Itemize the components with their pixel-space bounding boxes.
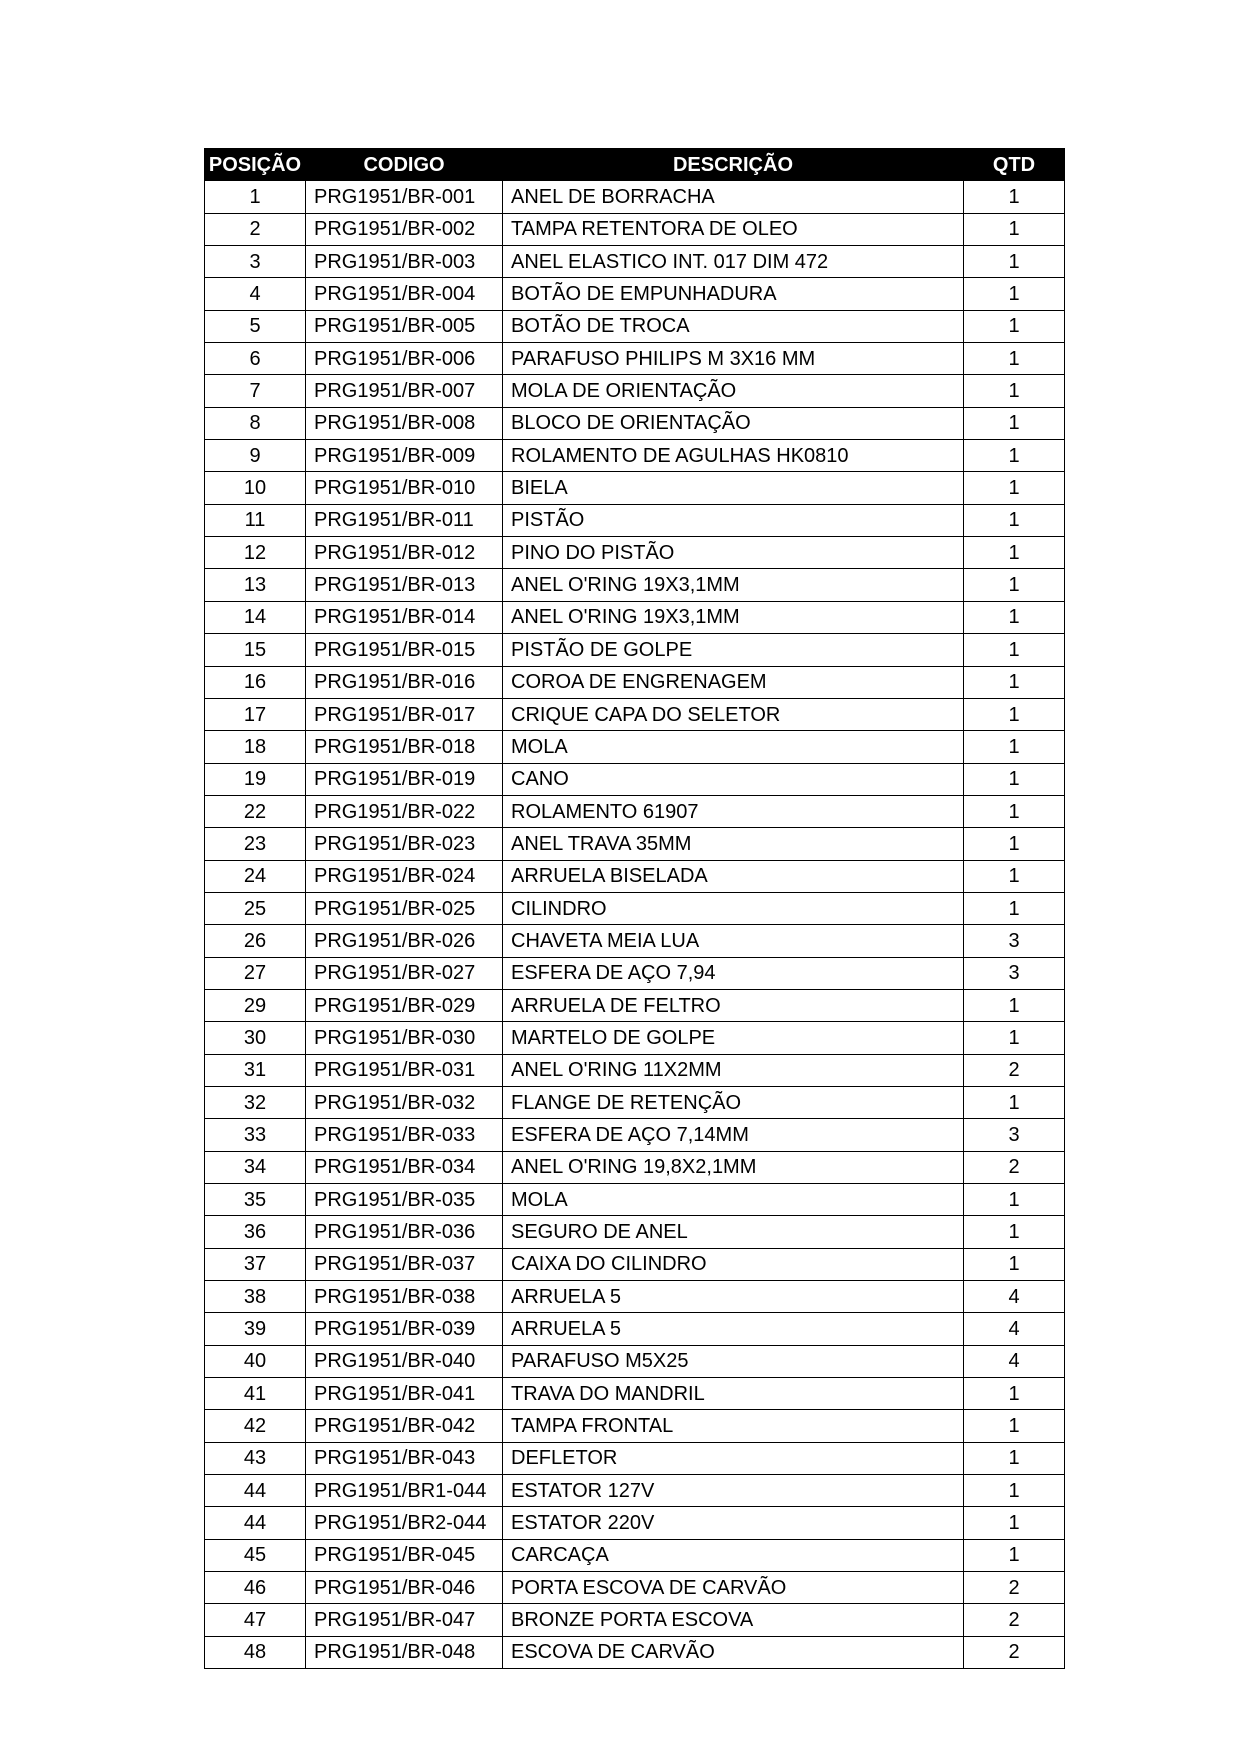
code-cell: PRG1951/BR-012 [306, 537, 503, 569]
code-cell: PRG1951/BR-008 [306, 407, 503, 439]
code-cell: PRG1951/BR-010 [306, 472, 503, 504]
quantity-cell: 1 [964, 472, 1065, 504]
description-cell: ANEL O'RING 19X3,1MM [503, 569, 964, 601]
position-cell: 9 [205, 440, 306, 472]
table-row [205, 1345, 1065, 1377]
code-cell: PRG1951/BR-007 [306, 375, 503, 407]
quantity-cell: 1 [964, 1086, 1065, 1118]
position-cell: 12 [205, 537, 306, 569]
code-cell: PRG1951/BR-032 [306, 1086, 503, 1118]
description-cell: ARRUELA 5 [503, 1313, 964, 1345]
code-cell: PRG1951/BR-030 [306, 1022, 503, 1054]
quantity-cell: 1 [964, 537, 1065, 569]
position-cell: 44 [205, 1475, 306, 1507]
code-cell: PRG1951/BR-047 [306, 1604, 503, 1636]
code-cell: PRG1951/BR-005 [306, 310, 503, 342]
description-cell: ANEL O'RING 19X3,1MM [503, 601, 964, 633]
table-row [205, 666, 1065, 698]
quantity-cell: 3 [964, 925, 1065, 957]
table-row [205, 1054, 1065, 1086]
quantity-cell: 1 [964, 698, 1065, 730]
code-cell: PRG1951/BR-018 [306, 731, 503, 763]
code-cell: PRG1951/BR-023 [306, 828, 503, 860]
table-row [205, 763, 1065, 795]
description-cell: MOLA [503, 731, 964, 763]
header-description: DESCRIÇÃO [503, 149, 964, 181]
quantity-cell: 1 [964, 634, 1065, 666]
description-cell: ARRUELA BISELADA [503, 860, 964, 892]
code-cell: PRG1951/BR-038 [306, 1281, 503, 1313]
table-row [205, 343, 1065, 375]
description-cell: ESTATOR 220V [503, 1507, 964, 1539]
position-cell: 35 [205, 1184, 306, 1216]
table-row [205, 1151, 1065, 1183]
code-cell: PRG1951/BR-041 [306, 1378, 503, 1410]
description-cell: CAIXA DO CILINDRO [503, 1248, 964, 1280]
header-code: CODIGO [306, 149, 503, 181]
description-cell: PISTÃO DE GOLPE [503, 634, 964, 666]
parts-table [204, 148, 1065, 1669]
position-cell: 16 [205, 666, 306, 698]
quantity-cell: 1 [964, 375, 1065, 407]
position-cell: 22 [205, 795, 306, 827]
table-row [205, 1475, 1065, 1507]
header-quantity: QTD [964, 149, 1065, 181]
code-cell: PRG1951/BR-034 [306, 1151, 503, 1183]
position-cell: 8 [205, 407, 306, 439]
description-cell: CRIQUE CAPA DO SELETOR [503, 698, 964, 730]
position-cell: 26 [205, 925, 306, 957]
description-cell: ANEL O'RING 11X2MM [503, 1054, 964, 1086]
position-cell: 45 [205, 1539, 306, 1571]
quantity-cell: 1 [964, 569, 1065, 601]
quantity-cell: 1 [964, 601, 1065, 633]
table-row [205, 407, 1065, 439]
code-cell: PRG1951/BR-036 [306, 1216, 503, 1248]
position-cell: 36 [205, 1216, 306, 1248]
description-cell: CILINDRO [503, 892, 964, 924]
quantity-cell: 1 [964, 989, 1065, 1021]
code-cell: PRG1951/BR-013 [306, 569, 503, 601]
table-row [205, 181, 1065, 213]
quantity-cell: 1 [964, 828, 1065, 860]
table-row [205, 1572, 1065, 1604]
position-cell: 44 [205, 1507, 306, 1539]
table-row [205, 246, 1065, 278]
table-header [205, 149, 1065, 181]
quantity-cell: 1 [964, 1216, 1065, 1248]
code-cell: PRG1951/BR-016 [306, 666, 503, 698]
position-cell: 47 [205, 1604, 306, 1636]
quantity-cell: 1 [964, 278, 1065, 310]
position-cell: 3 [205, 246, 306, 278]
position-cell: 2 [205, 213, 306, 245]
code-cell: PRG1951/BR-040 [306, 1345, 503, 1377]
quantity-cell: 1 [964, 1507, 1065, 1539]
code-cell: PRG1951/BR-037 [306, 1248, 503, 1280]
quantity-cell: 1 [964, 795, 1065, 827]
position-cell: 46 [205, 1572, 306, 1604]
position-cell: 30 [205, 1022, 306, 1054]
position-cell: 37 [205, 1248, 306, 1280]
description-cell: MOLA [503, 1184, 964, 1216]
code-cell: PRG1951/BR-024 [306, 860, 503, 892]
code-cell: PRG1951/BR-019 [306, 763, 503, 795]
code-cell: PRG1951/BR1-044 [306, 1475, 503, 1507]
table-row [205, 731, 1065, 763]
position-cell: 40 [205, 1345, 306, 1377]
table-row [205, 989, 1065, 1021]
code-cell: PRG1951/BR-045 [306, 1539, 503, 1571]
table-row [205, 957, 1065, 989]
code-cell: PRG1951/BR-025 [306, 892, 503, 924]
position-cell: 10 [205, 472, 306, 504]
quantity-cell: 1 [964, 1442, 1065, 1474]
quantity-cell: 1 [964, 763, 1065, 795]
quantity-cell: 2 [964, 1604, 1065, 1636]
quantity-cell: 1 [964, 504, 1065, 536]
description-cell: BOTÃO DE EMPUNHADURA [503, 278, 964, 310]
table-row [205, 1507, 1065, 1539]
quantity-cell: 1 [964, 1410, 1065, 1442]
position-cell: 34 [205, 1151, 306, 1183]
table-row [205, 278, 1065, 310]
quantity-cell: 2 [964, 1151, 1065, 1183]
code-cell: PRG1951/BR-004 [306, 278, 503, 310]
quantity-cell: 4 [964, 1313, 1065, 1345]
quantity-cell: 1 [964, 181, 1065, 213]
table-row [205, 601, 1065, 633]
code-cell: PRG1951/BR-022 [306, 795, 503, 827]
position-cell: 13 [205, 569, 306, 601]
table-row [205, 440, 1065, 472]
code-cell: PRG1951/BR-046 [306, 1572, 503, 1604]
table-row [205, 472, 1065, 504]
quantity-cell: 1 [964, 1184, 1065, 1216]
table-row [205, 1184, 1065, 1216]
position-cell: 18 [205, 731, 306, 763]
position-cell: 25 [205, 892, 306, 924]
quantity-cell: 3 [964, 1119, 1065, 1151]
quantity-cell: 2 [964, 1636, 1065, 1668]
table-row [205, 828, 1065, 860]
table-row [205, 375, 1065, 407]
position-cell: 33 [205, 1119, 306, 1151]
position-cell: 43 [205, 1442, 306, 1474]
quantity-cell: 1 [964, 731, 1065, 763]
table-row [205, 1086, 1065, 1118]
table-row [205, 537, 1065, 569]
quantity-cell: 1 [964, 440, 1065, 472]
table-body [205, 181, 1065, 1669]
code-cell: PRG1951/BR-001 [306, 181, 503, 213]
description-cell: ARRUELA DE FELTRO [503, 989, 964, 1021]
position-cell: 31 [205, 1054, 306, 1086]
code-cell: PRG1951/BR-002 [306, 213, 503, 245]
description-cell: PORTA ESCOVA DE CARVÃO [503, 1572, 964, 1604]
code-cell: PRG1951/BR-042 [306, 1410, 503, 1442]
description-cell: FLANGE DE RETENÇÃO [503, 1086, 964, 1118]
code-cell: PRG1951/BR2-044 [306, 1507, 503, 1539]
quantity-cell: 2 [964, 1054, 1065, 1086]
position-cell: 29 [205, 989, 306, 1021]
description-cell: ROLAMENTO DE AGULHAS HK0810 [503, 440, 964, 472]
description-cell: PARAFUSO PHILIPS M 3X16 MM [503, 343, 964, 375]
quantity-cell: 1 [964, 246, 1065, 278]
table-row [205, 698, 1065, 730]
quantity-cell: 3 [964, 957, 1065, 989]
description-cell: ANEL TRAVA 35MM [503, 828, 964, 860]
header-row [205, 149, 1065, 181]
description-cell: MARTELO DE GOLPE [503, 1022, 964, 1054]
quantity-cell: 1 [964, 666, 1065, 698]
table-row [205, 504, 1065, 536]
table-row [205, 1281, 1065, 1313]
position-cell: 24 [205, 860, 306, 892]
code-cell: PRG1951/BR-039 [306, 1313, 503, 1345]
description-cell: TAMPA RETENTORA DE OLEO [503, 213, 964, 245]
description-cell: CARCAÇA [503, 1539, 964, 1571]
code-cell: PRG1951/BR-017 [306, 698, 503, 730]
code-cell: PRG1951/BR-048 [306, 1636, 503, 1668]
position-cell: 14 [205, 601, 306, 633]
position-cell: 6 [205, 343, 306, 375]
description-cell: BLOCO DE ORIENTAÇÃO [503, 407, 964, 439]
code-cell: PRG1951/BR-026 [306, 925, 503, 957]
code-cell: PRG1951/BR-043 [306, 1442, 503, 1474]
code-cell: PRG1951/BR-015 [306, 634, 503, 666]
position-cell: 15 [205, 634, 306, 666]
table-row [205, 1442, 1065, 1474]
quantity-cell: 1 [964, 213, 1065, 245]
code-cell: PRG1951/BR-031 [306, 1054, 503, 1086]
header-position: POSIÇÃO [205, 149, 306, 181]
table-row [205, 1119, 1065, 1151]
position-cell: 5 [205, 310, 306, 342]
table-row [205, 1604, 1065, 1636]
description-cell: TRAVA DO MANDRIL [503, 1378, 964, 1410]
position-cell: 32 [205, 1086, 306, 1118]
description-cell: BRONZE PORTA ESCOVA [503, 1604, 964, 1636]
quantity-cell: 4 [964, 1281, 1065, 1313]
description-cell: MOLA DE ORIENTAÇÃO [503, 375, 964, 407]
code-cell: PRG1951/BR-003 [306, 246, 503, 278]
table-row [205, 925, 1065, 957]
code-cell: PRG1951/BR-006 [306, 343, 503, 375]
position-cell: 23 [205, 828, 306, 860]
code-cell: PRG1951/BR-009 [306, 440, 503, 472]
table-row [205, 1636, 1065, 1668]
table-row [205, 1248, 1065, 1280]
code-cell: PRG1951/BR-035 [306, 1184, 503, 1216]
description-cell: ANEL O'RING 19,8X2,1MM [503, 1151, 964, 1183]
position-cell: 19 [205, 763, 306, 795]
quantity-cell: 4 [964, 1345, 1065, 1377]
code-cell: PRG1951/BR-029 [306, 989, 503, 1021]
table-row [205, 1378, 1065, 1410]
table-row [205, 1216, 1065, 1248]
description-cell: PARAFUSO M5X25 [503, 1345, 964, 1377]
quantity-cell: 2 [964, 1572, 1065, 1604]
position-cell: 38 [205, 1281, 306, 1313]
quantity-cell: 1 [964, 860, 1065, 892]
table-row [205, 1539, 1065, 1571]
description-cell: BOTÃO DE TROCA [503, 310, 964, 342]
code-cell: PRG1951/BR-027 [306, 957, 503, 989]
description-cell: DEFLETOR [503, 1442, 964, 1474]
table-row [205, 569, 1065, 601]
description-cell: ESCOVA DE CARVÃO [503, 1636, 964, 1668]
table-row [205, 1410, 1065, 1442]
description-cell: CANO [503, 763, 964, 795]
quantity-cell: 1 [964, 310, 1065, 342]
position-cell: 4 [205, 278, 306, 310]
description-cell: SEGURO DE ANEL [503, 1216, 964, 1248]
table-row [205, 1022, 1065, 1054]
quantity-cell: 1 [964, 892, 1065, 924]
position-cell: 39 [205, 1313, 306, 1345]
table-row [205, 1313, 1065, 1345]
description-cell: TAMPA FRONTAL [503, 1410, 964, 1442]
position-cell: 17 [205, 698, 306, 730]
quantity-cell: 1 [964, 343, 1065, 375]
table-row [205, 634, 1065, 666]
description-cell: ROLAMENTO 61907 [503, 795, 964, 827]
quantity-cell: 1 [964, 407, 1065, 439]
description-cell: ANEL DE BORRACHA [503, 181, 964, 213]
description-cell: ESFERA DE AÇO 7,14MM [503, 1119, 964, 1151]
code-cell: PRG1951/BR-011 [306, 504, 503, 536]
position-cell: 48 [205, 1636, 306, 1668]
quantity-cell: 1 [964, 1539, 1065, 1571]
description-cell: PISTÃO [503, 504, 964, 536]
position-cell: 27 [205, 957, 306, 989]
description-cell: CHAVETA MEIA LUA [503, 925, 964, 957]
description-cell: BIELA [503, 472, 964, 504]
code-cell: PRG1951/BR-033 [306, 1119, 503, 1151]
quantity-cell: 1 [964, 1378, 1065, 1410]
position-cell: 42 [205, 1410, 306, 1442]
position-cell: 7 [205, 375, 306, 407]
code-cell: PRG1951/BR-014 [306, 601, 503, 633]
table-row [205, 860, 1065, 892]
description-cell: ESFERA DE AÇO 7,94 [503, 957, 964, 989]
quantity-cell: 1 [964, 1022, 1065, 1054]
description-cell: ARRUELA 5 [503, 1281, 964, 1313]
position-cell: 11 [205, 504, 306, 536]
position-cell: 1 [205, 181, 306, 213]
description-cell: COROA DE ENGRENAGEM [503, 666, 964, 698]
quantity-cell: 1 [964, 1248, 1065, 1280]
position-cell: 41 [205, 1378, 306, 1410]
table-row [205, 795, 1065, 827]
table-row [205, 892, 1065, 924]
description-cell: ESTATOR 127V [503, 1475, 964, 1507]
description-cell: PINO DO PISTÃO [503, 537, 964, 569]
table-row [205, 213, 1065, 245]
table-row [205, 310, 1065, 342]
quantity-cell: 1 [964, 1475, 1065, 1507]
description-cell: ANEL ELASTICO INT. 017 DIM 472 [503, 246, 964, 278]
